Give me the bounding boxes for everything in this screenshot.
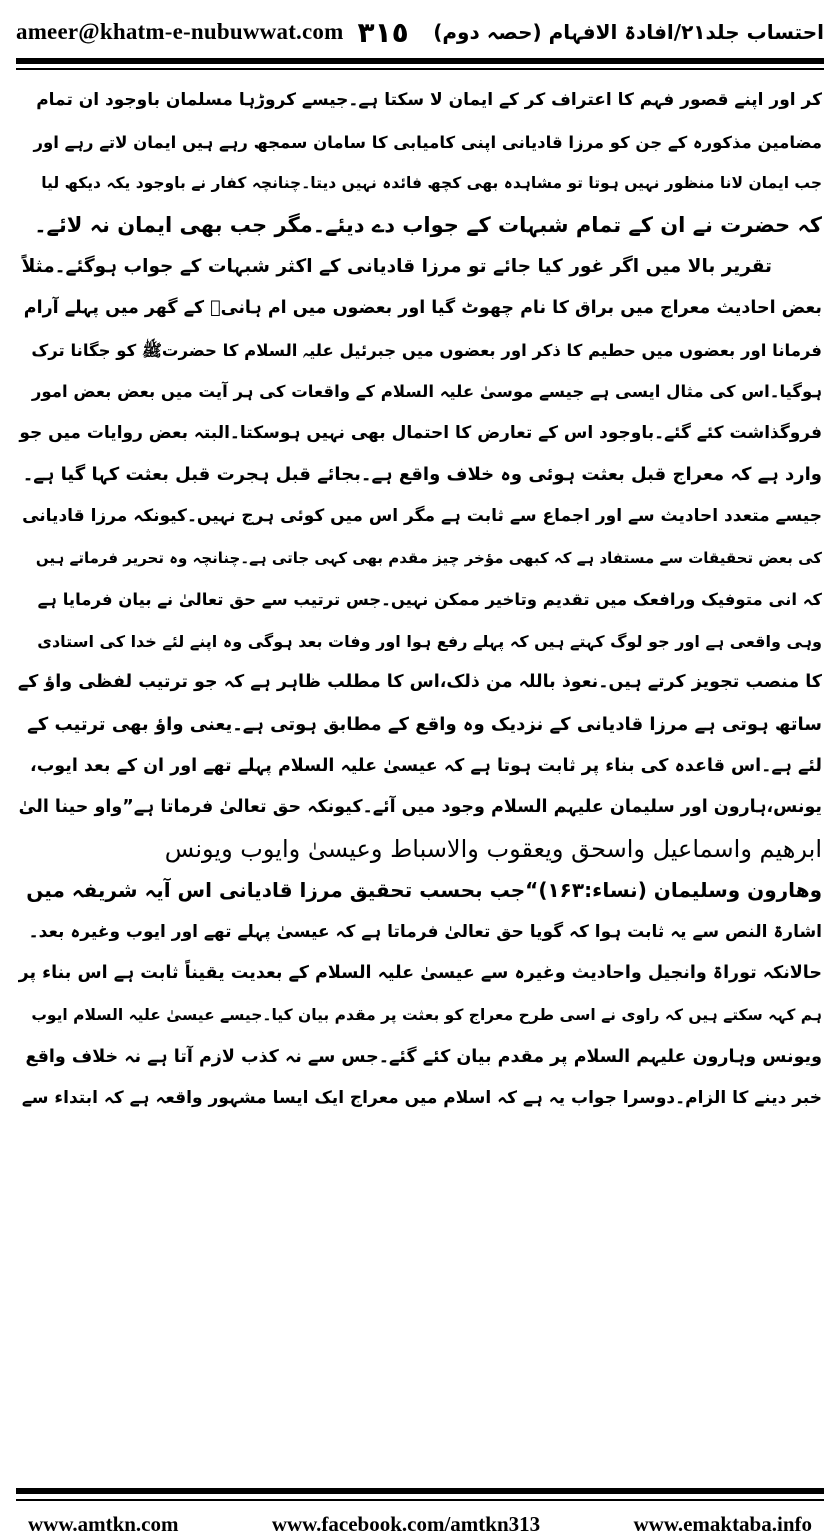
text-line: لئے ہے۔اس قاعدہ کی بناء پر ثابت ہوتا ہے کہ عیسیٰ علیہ السلام پہلے تھے اور ان کے بعد ایوب،: [30, 755, 822, 776]
text-line: حالانکہ توراۃ وانجیل واحادیث وغیرہ سے عیسیٰ علیہ السلام کے بعدیت یقیناً ثابت ہے اس بناء پر: [18, 963, 822, 984]
text-line: ہوگیا۔اس کی مثال ایسی ہے جیسے موسیٰ علیہ السلام کے واقعات کی ہر آیت میں بعض بعض امور: [31, 382, 822, 402]
text-line: جب ایمان لانا منظور نہیں ہوتا تو مشاہدہ بھی کچھ فائدہ نہیں دیتا۔چنانچہ کفار نے باوجود یکہ دیکھ لیا: [41, 174, 822, 193]
page-footer: [16, 1510, 824, 1538]
text-line: کہ انی متوفیک ورافعک میں تقدیم وتاخیر ممکن نہیں۔جس ترتیب سے حق تعالیٰ نے بیان فرمایا ہے: [37, 590, 822, 610]
text-line: تقریر بالا میں اگر غور کیا جائے تو مرزا قادیانی کے اکثر شبہات کے جواب ہوگئے۔مثلاً: [21, 256, 772, 278]
footer-rule-thick: [16, 1488, 824, 1494]
text-line: فرمانا اور بعضوں میں حطیم کا ذکر اور بعضوں میں جبرئیل علیہ السلام کا حضرتﷺ کو جگانا ترک: [31, 340, 822, 360]
text-line: جیسے متعدد احادیث سے اور اجماع سے ثابت ہے مگر اس میں کوئی ہرج نہیں۔کیونکہ مرزا قادیانی: [22, 505, 822, 526]
text-line: فروگذاشت کئے گئے۔باوجود اس کے تعارض کا احتمال بھی نہیں ہوسکتا۔البتہ بعض روایات میں جو: [19, 422, 822, 443]
page-number: ٣١٥: [357, 15, 409, 49]
text-line: وارد ہے کہ معراج قبل بعثت ہوئی وہ خلاف واقع ہے۔بجائے قبل ہجرت قبل بعثت کہا گیا ہے۔: [22, 464, 822, 486]
text-line: بعض احادیث معراج میں براق کا نام چھوٹ گیا اور بعضوں میں ام ہانیؓ کے گھر میں پہلے آرام: [23, 297, 822, 318]
footer-link-facebook[interactable]: www.facebook.com/amtkn313: [271, 1511, 541, 1536]
text-line: کہ حضرت نے ان کے تمام شبہات کے جواب دے دیئے۔مگر جب بھی ایمان نہ لائے۔: [34, 212, 822, 237]
text-line: کر اور اپنے قصور فہم کا اعتراف کر کے ایمان لا سکتا ہے۔جیسے کروڑہا مسلمان باوجود ان تمام: [36, 90, 822, 110]
header-email[interactable]: ameer@khatm-e-nubuwwat.com: [16, 19, 344, 44]
header-rule-thick: [16, 58, 824, 64]
footer-rule-thin: [16, 1499, 824, 1501]
text-line: مضامین مذکورہ کے جن کو مرزا قادیانی اپنی کامیابی کا سامان سمجھ رہے ہیں ایمان لاتے رہے اور: [33, 132, 822, 152]
body-text: [18, 80, 822, 1480]
header-rule-thin: [16, 68, 824, 70]
text-line: ساتھ ہوتی ہے مرزا قادیانی کے نزدیک وہ واقع کے مطابق ہوتی ہے۔یعنی واؤ بھی ترتیب کے: [27, 713, 822, 735]
text-line: کا منصب تجویز کرتے ہیں۔نعوذ باللہ من ذلک،اس کا مطلب ظاہر ہے کہ جو ترتیب لفظی واؤ کے: [18, 672, 822, 693]
text-line: ویونس وہارون علیہم السلام پر مقدم بیان کئے گئے۔جس سے نہ کذب لازم آتا ہے نہ خلاف واقع: [25, 1046, 822, 1067]
text-line: خبر دینے کا الزام۔دوسرا جواب یہ ہے کہ اسلام میں معراج ایک ایسا مشہور واقعہ ہے کہ ابتداء سے: [21, 1088, 822, 1109]
text-line: وھارون وسلیمان (نساء:۱۶۳)“جب بحسب تحقیق مرزا قادیانی اس آیہ شریفہ میں: [26, 878, 822, 903]
footer-link-emaktaba[interactable]: www.emaktaba.info: [633, 1511, 812, 1536]
page-header: [16, 10, 824, 54]
quran-quote-line: ابرھیم واسماعیل واسحق ویعقوب والاسباط وعیسیٰ وایوب ویونس: [164, 834, 822, 863]
text-line: یونس،ہارون اور سلیمان علیہم السلام وجود میں آئے۔کیونکہ حق تعالیٰ فرماتا ہے”واو حینا الیٰ: [18, 797, 822, 818]
text-line: کی بعض تحقیقات سے مستفاد ہے کہ کبھی مؤخر چیز مقدم بھی کہی جاتی ہے۔چنانچہ وہ تحریر فرماتے ہیں: [35, 548, 822, 567]
header-left: [16, 16, 409, 49]
text-line: اشارۃ النص سے یہ ثابت ہوا کہ گویا حق تعالیٰ فرماتا ہے کہ عیسیٰ پہلے تھے اور ایوب وغیرہ بعد۔: [28, 921, 822, 942]
running-title: احتساب جلد۲۱/افادۃ الافہام (حصہ دوم): [433, 20, 824, 44]
text-line: وہی واقعی ہے اور جو لوگ کہتے ہیں کہ پہلے رفع ہوا اور وفات بعد ہوگی وہ اپنے لئے خدا کی استادی: [37, 631, 822, 651]
footer-link-amtkn[interactable]: www.amtkn.com: [28, 1511, 179, 1536]
text-line: ہم کہہ سکتے ہیں کہ راوی نے اسی طرح معراج کو بعثت پر مقدم بیان کیا۔جیسے عیسیٰ علیہ السلام ایوب: [31, 1006, 822, 1025]
